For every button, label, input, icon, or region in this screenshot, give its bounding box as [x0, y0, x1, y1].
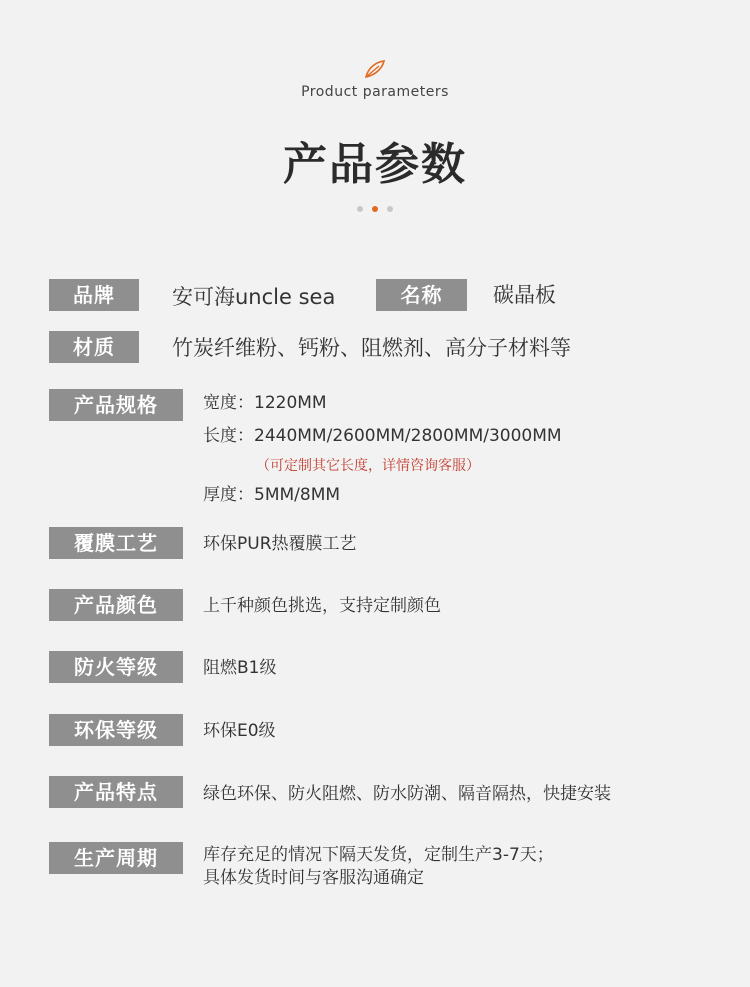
pagination-dots: [355, 206, 395, 214]
color-label: 产品颜色: [49, 589, 183, 621]
brand-label: 品牌: [49, 279, 139, 311]
page-title: 产品参数: [283, 139, 467, 190]
spec-width: 宽度：1220MM: [203, 393, 327, 413]
name-value: 碳晶板: [493, 283, 556, 307]
name-label: 名称: [376, 279, 467, 311]
dot: [387, 206, 393, 212]
dot: [357, 206, 363, 212]
fire-value: 阻燃B1级: [203, 658, 277, 678]
brand-value: 安可海uncle sea: [172, 285, 336, 309]
spec-length: 长度：2440MM/2600MM/2800MM/3000MM: [203, 426, 562, 446]
eco-label: 环保等级: [49, 714, 183, 746]
section-subtitle: Product parameters: [301, 84, 449, 100]
features-value: 绿色环保、防火阻燃、防水防潮、隔音隔热，快捷安装: [203, 784, 611, 804]
spec-label: 产品规格: [49, 389, 183, 421]
lamination-value: 环保PUR热覆膜工艺: [203, 534, 357, 554]
cycle-label: 生产周期: [49, 842, 183, 874]
features-label: 产品特点: [49, 776, 183, 808]
cycle-line1: 库存充足的情况下隔天发货，定制生产3-7天；: [203, 845, 554, 865]
color-value: 上千种颜色挑选，支持定制颜色: [203, 596, 441, 616]
leaf-icon: [362, 58, 388, 80]
fire-label: 防火等级: [49, 651, 183, 683]
material-value: 竹炭纤维粉、钙粉、阻燃剂、高分子材料等: [172, 336, 571, 360]
cycle-line2: 具体发货时间与客服沟通确定: [203, 868, 424, 888]
eco-value: 环保E0级: [203, 721, 276, 741]
spec-thickness: 厚度：5MM/8MM: [203, 485, 341, 505]
spec-length-note: （可定制其它长度，详情咨询客服）: [256, 458, 480, 474]
dot-active: [372, 206, 378, 212]
lamination-label: 覆膜工艺: [49, 527, 183, 559]
material-label: 材质: [49, 331, 139, 363]
